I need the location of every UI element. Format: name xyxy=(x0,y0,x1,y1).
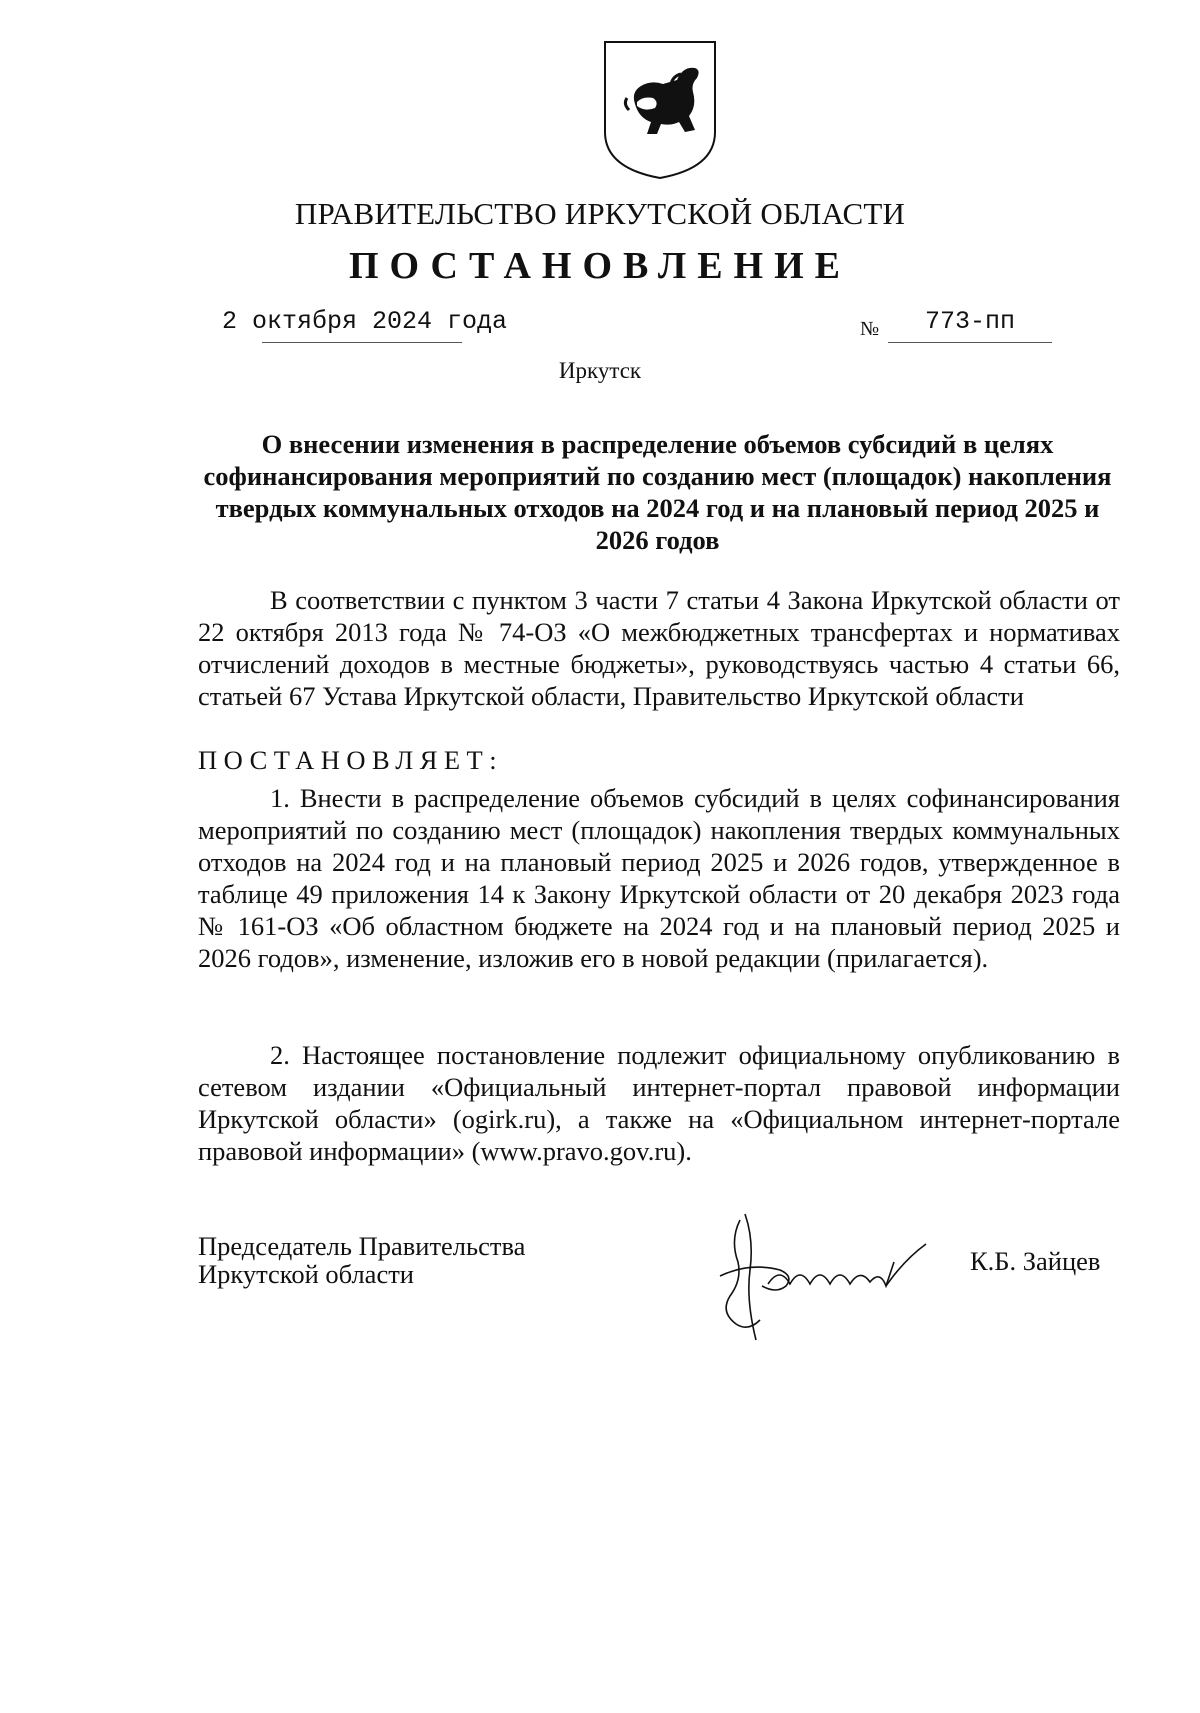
coat-of-arms-icon xyxy=(601,40,719,180)
document-date: 2 октября 2024 года xyxy=(222,307,508,336)
city: Иркутск xyxy=(558,358,642,383)
document-number: 773-пп xyxy=(925,307,1016,336)
item-1-paragraph: 1. Внести в распределение объемов субсидий в целях софинансирования мероприятий по созданию мест (площадок) накопления твердых коммунальных отходов на 2024 год и на плановый период 2025 и 2026 годов, утвержденное в таблице 49 приложения 14 к Закону Иркутской области от 20 декабря 2023 года № 161-ОЗ «Об областном бюджете на 2024 год и на плановый период 2025 и 2026 годов», изменение, изложив его в новой редакции (прилагается). xyxy=(198,783,1120,973)
position-line-1: Председатель Правительства xyxy=(198,1231,526,1261)
item-2-paragraph: 2. Настоящее постановление подлежит официальному опубликованию в сетевом издании «Официальный интернет-портал правовой информации Иркутской области» (ogirk.ru), а также на «Официальном интернет-портале правовой информации» (www.pravo.gov.ru). xyxy=(198,1040,1120,1166)
government-name: ПРАВИТЕЛЬСТВО ИРКУТСКОЙ ОБЛАСТИ xyxy=(294,196,906,231)
preamble-paragraph: В соответствии с пунктом 3 части 7 статьи 4 Закона Иркутской области от 22 октября 2013 года № 74-ОЗ «О межбюджетных трансфертах и нормативах отчислений доходов в местные бюджеты», руководствуясь частью 4 статьи 66, статьей 67 Устава Иркутской области, Правительство Иркутской области xyxy=(198,585,1120,711)
handwritten-signature xyxy=(690,1200,960,1345)
signatory-name: К.Б. Зайцев xyxy=(970,1246,1101,1276)
number-underline xyxy=(888,342,1052,343)
document-title: О внесении изменения в распределение объемов субсидий в целях софинансирования мероприятий по созданию мест (площадок) накопления твердых коммунальных отходов на 2024 год и на плановый период 2025 и 2026 годов xyxy=(203,429,1112,555)
number-sign: № xyxy=(860,318,880,340)
position-line-2: Иркутской области xyxy=(198,1259,414,1289)
date-underline xyxy=(262,342,462,343)
document-type: ПОСТАНОВЛЕНИЕ xyxy=(348,245,852,287)
signatory-position xyxy=(198,1232,525,1288)
resolves-heading: ПОСТАНОВЛЯЕТ: xyxy=(198,745,504,775)
